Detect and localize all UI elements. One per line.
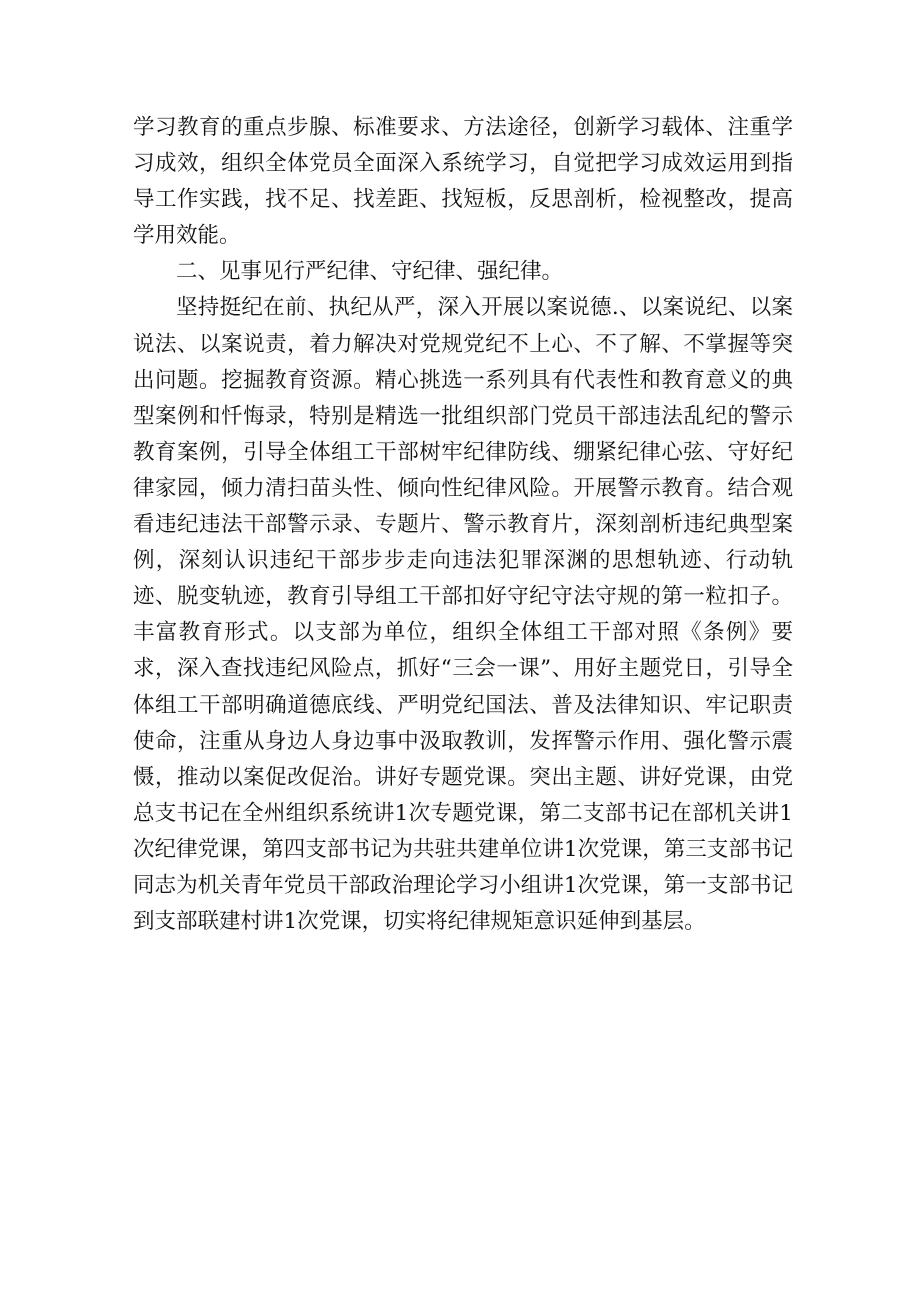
section-heading: 二、见事见行严纪律、守纪律、强纪律。 — [176, 259, 564, 285]
document-body — [133, 110, 793, 940]
paragraph-section-body: 坚持挺纪在前、执纪从严，深入开展以案说德.、以案说纪、以案说法、以案说责，着力解决对党规党纪不上心、不了解、不掌握等突出问题。挖掘教育资源。精心挑选一系列具有代表性和教育意义的典型案例和忏悔录，特别是精选一批组织部门党员干部违法乱纪的警示教育案例，引导全体组工干部树牢纪律防线、绷紧纪律心弦、守好纪律家园，倾力清扫苗头性、倾向性纪律风险。开展警示教育。结合观看违纪违法干部警示录、专题片、警示教育片，深刻剖析违纪典型案例，深刻认识违纪干部步步走向违法犯罪深渊的思想轨迹、行动轨迹、脱变轨迹，教育引导组工干部扣好守纪守法守规的第一粒扣子。丰富教育形式。以支部为单位，组织全体组工干部对照《条例》要求，深入查找违纪风险点，抓好“三会一课”、用好主题党日，引导全体组工干部明确道德底线、严明党纪国法、普及法律知识、牢记职责使命，注重从身边人身边事中汲取教训，发挥警示作用、强化警示震慑，推动以案促改促治。讲好专题党课。突出主题、讲好党课，由党总支书记在全州组织系统讲1次专题党课，第二支部书记在部机关讲1次纪律党课，第四支部书记为共驻共建单位讲1次党课，第三支部书记同志为机关青年党员干部政治理论学习小组讲1次党课，第一支部书记到支部联建村讲1次党课，切实将纪律规矩意识延伸到基层。 — [133, 295, 793, 935]
paragraph-intro-continuation: 学习教育的重点步腺、标准要求、方法途径，创新学习载体、注重学习成效，组织全体党员全面深入系统学习，自觉把学习成效运用到指导工作实践，找不足、找差距、找短板，反思剖析，检视整改，提高学用效能。 — [133, 115, 793, 249]
